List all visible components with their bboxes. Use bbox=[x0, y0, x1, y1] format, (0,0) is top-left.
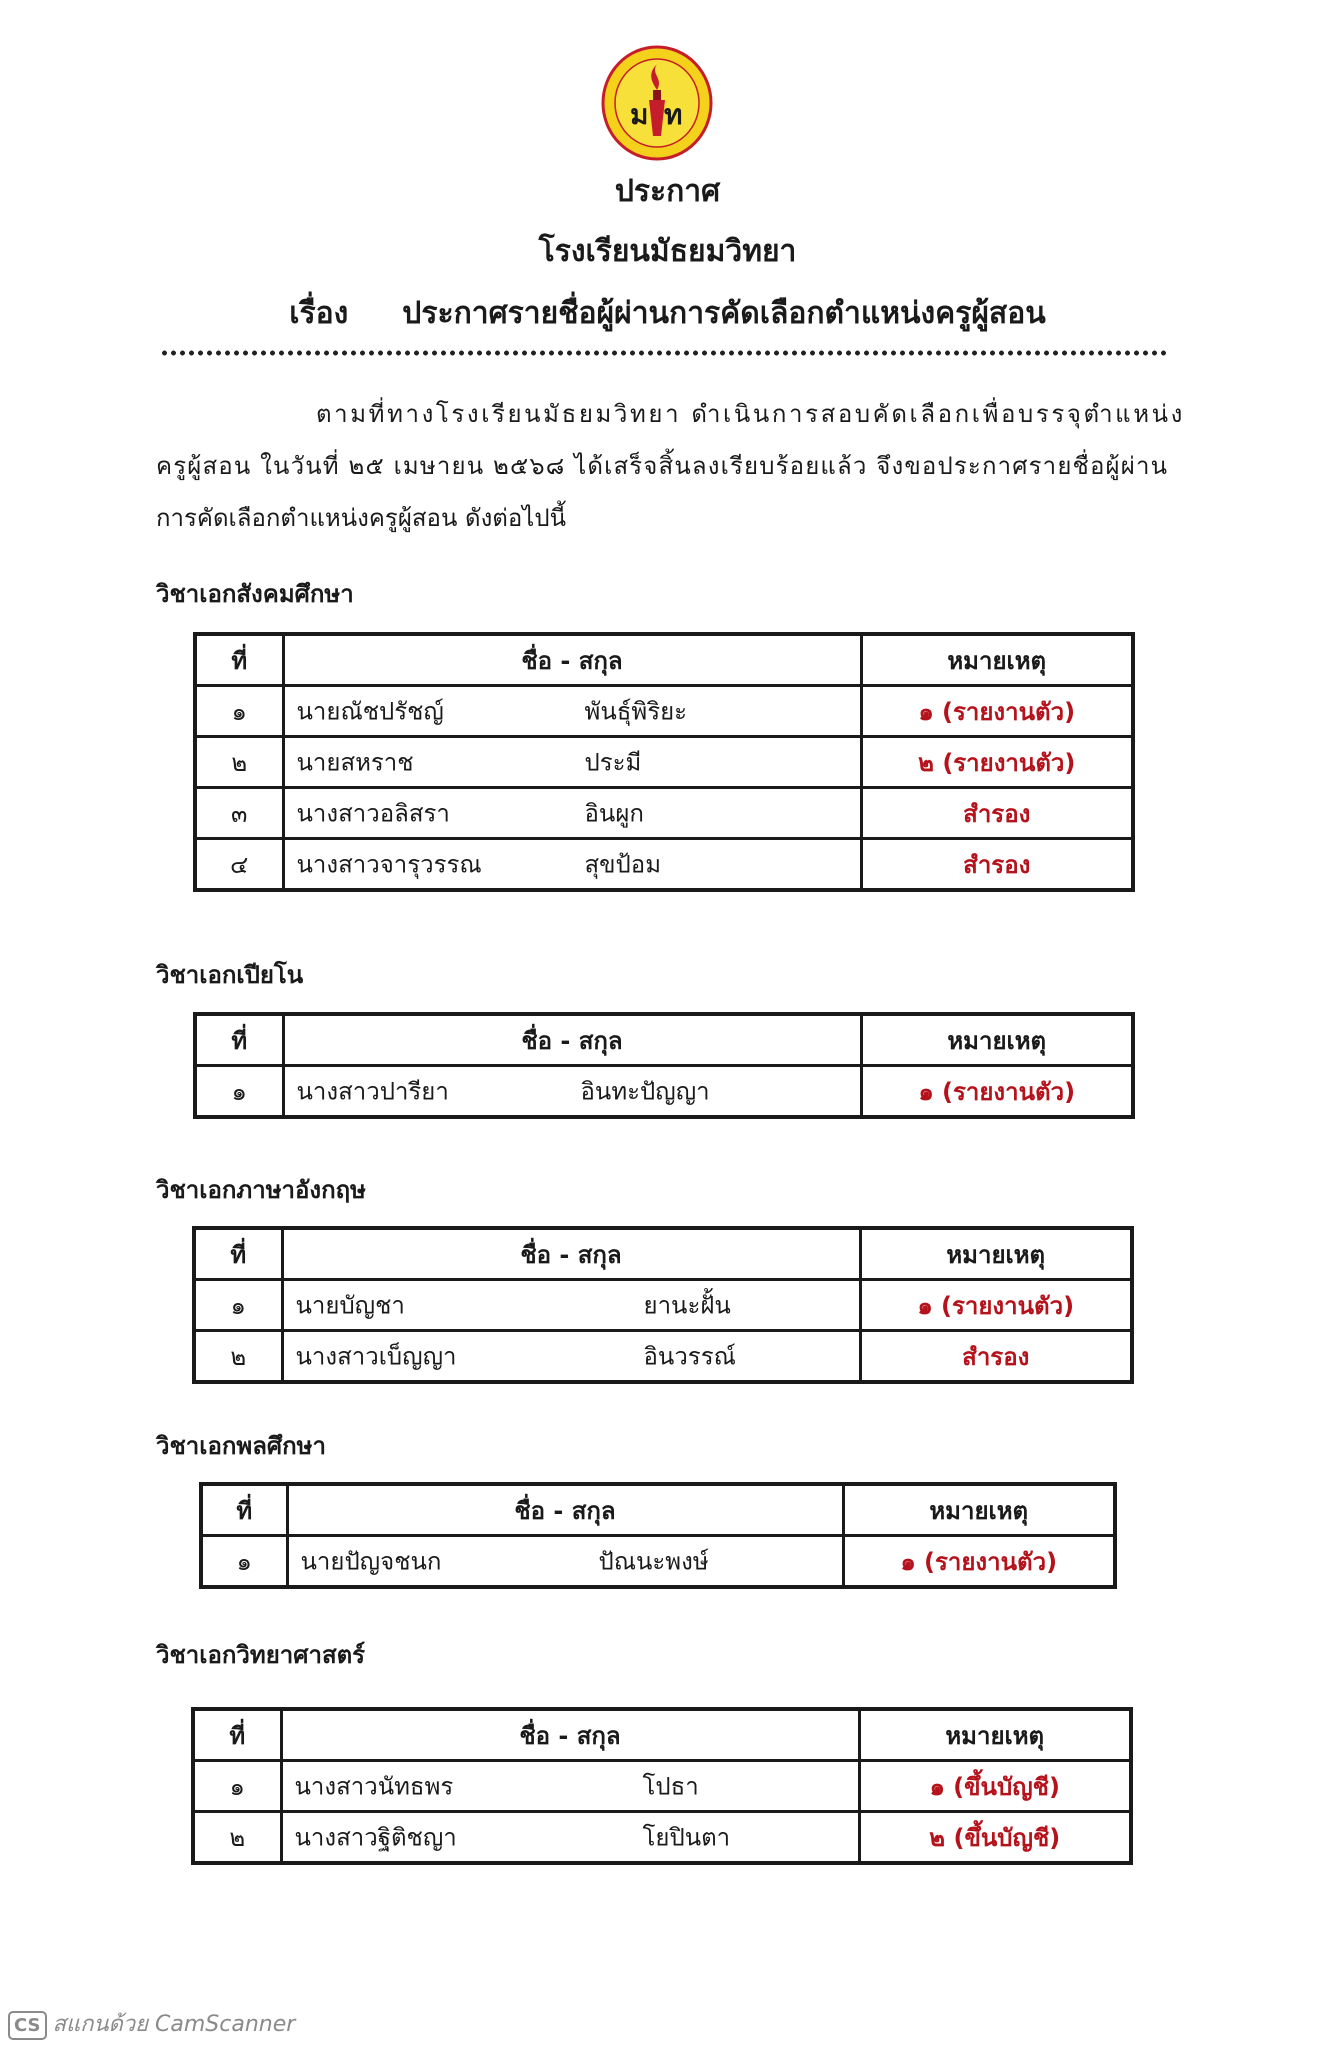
last-name: สุขป้อม bbox=[584, 850, 662, 879]
table-header-row bbox=[201, 1484, 1115, 1536]
table-row bbox=[193, 1812, 1131, 1864]
row-number: ๑ bbox=[201, 1536, 287, 1588]
first-name: นางสาวอลิสรา bbox=[296, 799, 450, 828]
first-name: นายณัชปรัชญ์ bbox=[296, 697, 444, 726]
row-remark: ๒ (รายงานตัว) bbox=[861, 737, 1133, 788]
section-title-social-studies: วิชาเอกสังคมศึกษา bbox=[156, 580, 354, 608]
subject-label: เรื่อง bbox=[289, 296, 349, 331]
row-number: ๓ bbox=[195, 788, 283, 839]
svg-text:ม: ม bbox=[630, 98, 649, 131]
row-remark: ๑ (รายงานตัว) bbox=[861, 1066, 1133, 1118]
table-row bbox=[201, 1536, 1115, 1588]
row-number: ๒ bbox=[193, 1812, 281, 1864]
row-name bbox=[287, 1536, 843, 1588]
row-number: ๑ bbox=[193, 1761, 281, 1812]
first-name: นายปัญจชนก bbox=[300, 1547, 442, 1576]
row-number: ๑ bbox=[195, 686, 283, 737]
row-name bbox=[283, 686, 861, 737]
col-header-remark: หมายเหตุ bbox=[861, 634, 1133, 686]
row-number: ๒ bbox=[194, 1331, 282, 1383]
col-header-remark: หมายเหตุ bbox=[860, 1228, 1132, 1280]
table-physical-education bbox=[199, 1482, 1117, 1589]
row-name bbox=[283, 839, 861, 891]
table-header-row bbox=[194, 1228, 1132, 1280]
last-name: โยปินตา bbox=[642, 1823, 731, 1852]
row-number: ๑ bbox=[195, 1066, 283, 1118]
row-remark: สำรอง bbox=[861, 788, 1133, 839]
row-remark: สำรอง bbox=[861, 839, 1133, 891]
school-logo bbox=[600, 44, 714, 162]
intro-line-2: ครูผู้สอน ในวันที่ ๒๕ เมษายน ๒๕๖๘ ได้เสร็จสิ้นลงเรียบร้อยแล้ว จึงขอประกาศรายชื่อผู้ผ่าน bbox=[156, 452, 1169, 480]
camscanner-watermark bbox=[8, 2006, 295, 2041]
last-name: อินวรรณ์ bbox=[643, 1342, 736, 1371]
table-row bbox=[195, 788, 1133, 839]
section-title-piano: วิชาเอกเปียโน bbox=[156, 961, 304, 989]
last-name: ยานะฝั้น bbox=[643, 1291, 731, 1320]
col-header-name: ชื่อ - สกุล bbox=[283, 1014, 861, 1066]
intro-line-3: การคัดเลือกตำแหน่งครูผู้สอน ดังต่อไปนี้ bbox=[156, 504, 566, 532]
first-name: นางสาวปารียา bbox=[296, 1077, 449, 1106]
table-row bbox=[195, 737, 1133, 788]
section-title-science: วิชาเอกวิทยาศาสตร์ bbox=[156, 1641, 366, 1669]
table-row bbox=[195, 1066, 1133, 1118]
table-english bbox=[192, 1226, 1134, 1384]
row-remark: ๑ (รายงานตัว) bbox=[861, 686, 1133, 737]
row-name bbox=[281, 1812, 859, 1864]
table-row bbox=[194, 1331, 1132, 1383]
table-header-row bbox=[193, 1709, 1131, 1761]
col-header-remark: หมายเหตุ bbox=[859, 1709, 1131, 1761]
row-number: ๑ bbox=[194, 1280, 282, 1331]
table-science bbox=[191, 1707, 1133, 1865]
col-header-no: ที่ bbox=[194, 1228, 282, 1280]
table-piano bbox=[193, 1012, 1135, 1119]
table-row bbox=[194, 1280, 1132, 1331]
first-name: นางสาวเบ็ญญา bbox=[295, 1342, 457, 1371]
last-name: โปธา bbox=[642, 1772, 699, 1801]
watermark-text: สแกนด้วย CamScanner bbox=[52, 2012, 296, 2037]
col-header-name: ชื่อ - สกุล bbox=[282, 1228, 860, 1280]
col-header-no: ที่ bbox=[195, 634, 283, 686]
last-name: ปัณนะพงษ์ bbox=[598, 1547, 709, 1576]
row-number: ๒ bbox=[195, 737, 283, 788]
camscanner-icon: CS bbox=[8, 2011, 47, 2040]
last-name: ประมี bbox=[584, 748, 642, 777]
table-row bbox=[195, 839, 1133, 891]
row-name bbox=[282, 1331, 860, 1383]
intro-paragraph bbox=[156, 388, 1185, 544]
section-title-physical-education: วิชาเอกพลศึกษา bbox=[156, 1432, 326, 1460]
row-remark: สำรอง bbox=[860, 1331, 1132, 1383]
row-name bbox=[283, 1066, 861, 1118]
col-header-no: ที่ bbox=[193, 1709, 281, 1761]
first-name: นางสาวฐิติชญา bbox=[294, 1823, 457, 1852]
dotted-divider bbox=[160, 347, 1168, 359]
col-header-no: ที่ bbox=[201, 1484, 287, 1536]
row-remark: ๑ (รายงานตัว) bbox=[860, 1280, 1132, 1331]
table-header-row bbox=[195, 1014, 1133, 1066]
last-name: พันธุ์พิริยะ bbox=[584, 697, 688, 726]
table-row bbox=[195, 686, 1133, 737]
table-header-row bbox=[195, 634, 1133, 686]
subject-text: ประกาศรายชื่อผู้ผ่านการคัดเลือกตำแหน่งครูผู้สอน bbox=[402, 296, 1046, 331]
row-name bbox=[283, 737, 861, 788]
row-remark: ๑ (รายงานตัว) bbox=[843, 1536, 1115, 1588]
intro-line-1: ตามที่ทางโรงเรียนมัธยมวิทยา ดำเนินการสอบคัดเลือกเพื่อบรรจุตำแหน่ง bbox=[316, 400, 1185, 428]
col-header-remark: หมายเหตุ bbox=[843, 1484, 1115, 1536]
subject-line bbox=[0, 290, 1335, 337]
announcement-title: ประกาศ bbox=[614, 174, 721, 209]
school-name: โรงเรียนมัธยมวิทยา bbox=[538, 234, 797, 269]
section-title-english: วิชาเอกภาษาอังกฤษ bbox=[156, 1176, 366, 1204]
first-name: นายสหราช bbox=[296, 748, 414, 777]
col-header-name: ชื่อ - สกุล bbox=[283, 634, 861, 686]
row-remark: ๑ (ขึ้นบัญชี) bbox=[859, 1761, 1131, 1812]
first-name: นางสาวนัทธพร bbox=[294, 1772, 454, 1801]
row-name bbox=[283, 788, 861, 839]
last-name: อินทะปัญญา bbox=[580, 1077, 710, 1106]
col-header-no: ที่ bbox=[195, 1014, 283, 1066]
row-number: ๔ bbox=[195, 839, 283, 891]
table-social-studies bbox=[193, 632, 1135, 892]
table-row bbox=[193, 1761, 1131, 1812]
row-remark: ๒ (ขึ้นบัญชี) bbox=[859, 1812, 1131, 1864]
last-name: อินผูก bbox=[584, 799, 644, 828]
svg-text:ท: ท bbox=[664, 98, 683, 131]
row-name bbox=[281, 1761, 859, 1812]
first-name: นางสาวจารุวรรณ bbox=[296, 850, 482, 879]
first-name: นายบัญชา bbox=[295, 1291, 405, 1320]
col-header-name: ชื่อ - สกุล bbox=[287, 1484, 843, 1536]
row-name bbox=[282, 1280, 860, 1331]
col-header-name: ชื่อ - สกุล bbox=[281, 1709, 859, 1761]
col-header-remark: หมายเหตุ bbox=[861, 1014, 1133, 1066]
